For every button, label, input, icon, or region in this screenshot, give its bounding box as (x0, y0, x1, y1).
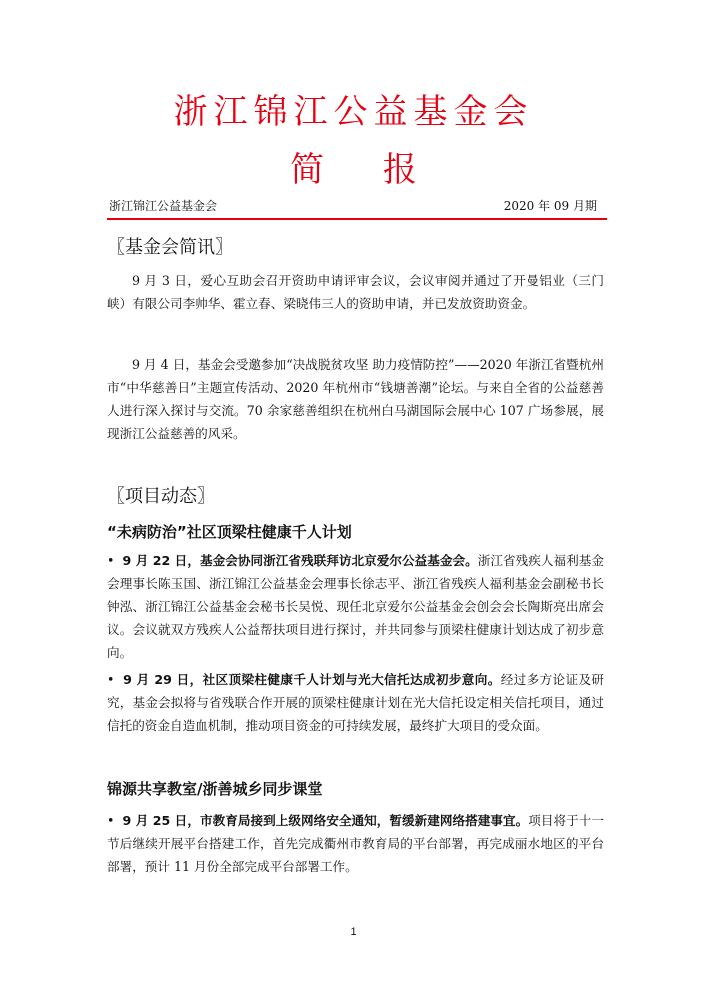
bullet-dot: • (107, 672, 124, 687)
project-bullet-2 (107, 668, 604, 737)
bullet-text: 浙江省残疾人福利基金会理事长陈玉国、浙江锦江公益基金会理事长徐志平、浙江省残疾人福利基金会副秘书长钟泓、浙江锦江公益基金会秘书长吴悦、现任北京爱尔公益基金会创会会长陶斯亮出席会议。会议就双方残疾人公益帮扶项目进行探讨，并共同参与顶梁柱健康计划达成了初步意向。 (107, 553, 605, 660)
header-rule (107, 218, 607, 220)
project-subheading-2: 锦源共享教室/浙善城乡同步课堂 (107, 780, 323, 798)
header-org: 浙江锦江公益基金会 (109, 199, 218, 213)
bullet-lead: 9 月 22 日，基金会协同浙江省残联拜访北京爱尔公益基金会。 (122, 553, 478, 568)
news-paragraph-1: 9 月 3 日，爱心互助会召开资助申请评审会议，会议审阅并通过了开曼铝业（三门峡）有限公司李帅华、霍立春、梁晓伟三人的资助申请，并已发放资助资金。 (107, 273, 604, 311)
project-bullet-1 (107, 549, 604, 664)
section-heading-projects: 〖项目动态〗 (107, 486, 215, 507)
header-issue: 2020 年 09 月期 (503, 199, 597, 213)
bullet-dot: • (107, 553, 123, 568)
org-title: 浙江锦江公益基金会 (173, 92, 534, 132)
project-subheading-1: “未病防治”社区顶梁柱健康千人计划 (107, 523, 352, 541)
page-number: 1 (350, 926, 357, 938)
news-paragraph-2: 9 月 4 日，基金会受邀参加“决战脱贫攻坚 助力疫情防控”——2020 年浙江省暨杭州市“中华慈善日”主题宣传活动、2020 年杭州市“钱塘善潮”论坛。与来自全省的公益慈善人进行深入探讨与交流。70 余家慈善组织在杭州白马湖国际会展中心 107 广场参展，展现浙江公益慈善的风采。 (107, 357, 604, 441)
section-heading-news: 〖基金会简讯〗 (107, 237, 233, 258)
bullet-dot: • (107, 813, 123, 828)
project-bullet-3 (107, 809, 604, 878)
report-title: 简 报 (290, 150, 441, 190)
bullet-lead: 9 月 25 日，市教育局接到上级网络安全通知，暂缓新建网络搭建事宜。 (122, 813, 529, 828)
bullet-text: 项目将于十一节后继续开展平台搭建工作，首先完成衢州市教育局的平台部署，再完成丽水地区的平台部署，预计 11 月份全部完成平台部署工作。 (107, 813, 604, 874)
bullet-lead: 9 月 29 日，社区顶梁柱健康千人计划与光大信托达成初步意向。 (123, 672, 501, 687)
bullet-text: 经过多方论证及研究，基金会拟将与省残联合作开展的顶梁柱健康计划在光大信托设定相关信托项目，通过信托的资金自造血机制，推动项目资金的可持续发展，最终扩大项目的受众面。 (107, 672, 605, 733)
